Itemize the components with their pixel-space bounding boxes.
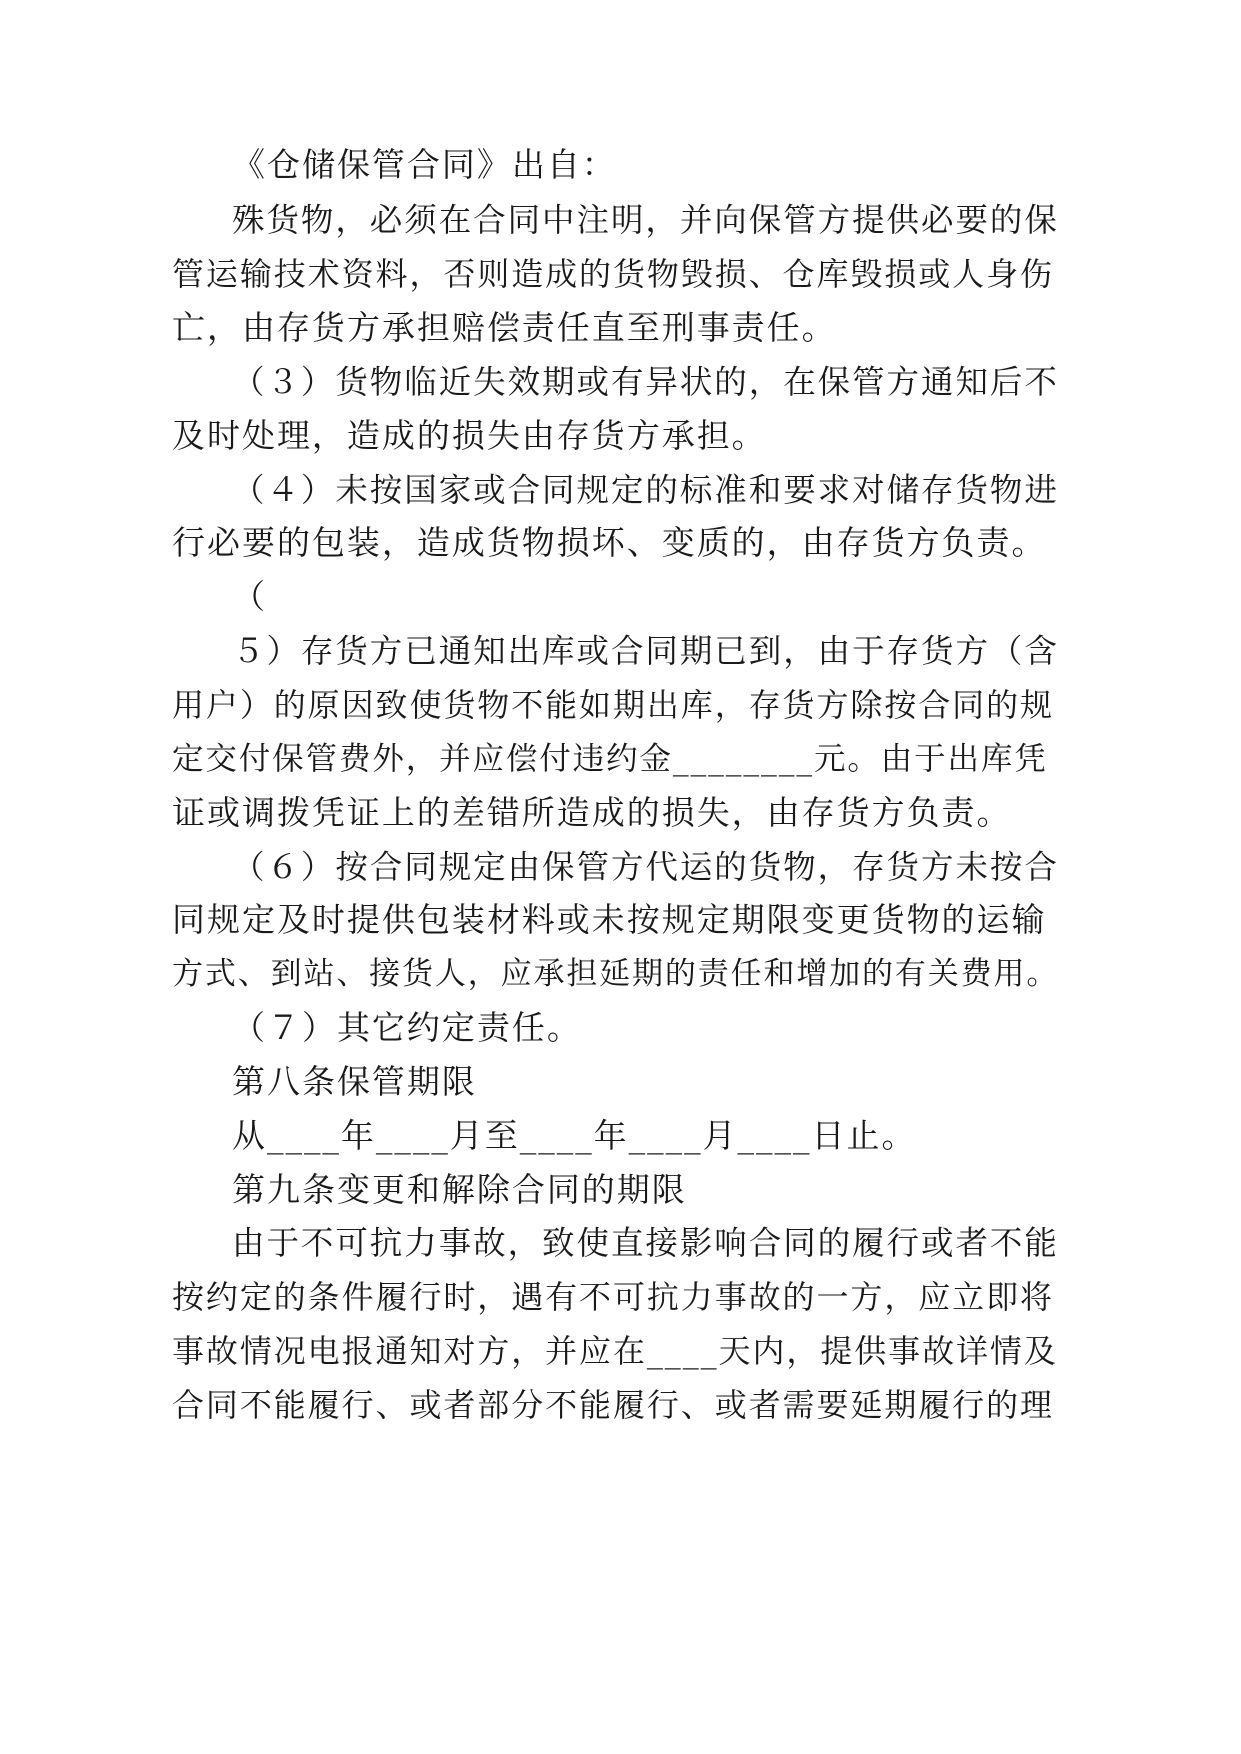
text-line: 亡，由存货方承担赔偿责任直至刑事责任。 (172, 308, 837, 347)
text-line: 从____年____月至____年____月____日止。 (232, 1116, 917, 1155)
text-line: （４）未按国家或合同规定的标准和要求对储存货物进 (232, 471, 1059, 509)
text-line: 由于不可抗力事故，致使直接影响合同的履行或者不能 (232, 1224, 1059, 1262)
text-line: 用户）的原因致使货物不能如期出库，存货方除按合同的规 (172, 686, 1054, 724)
text-line: （３）货物临近失效期或有异状的，在保管方通知后不 (232, 363, 1059, 401)
text-line: 及时处理，造成的损失由存货方承担。 (172, 416, 767, 455)
text-line: 同规定及时提供包装材料或未按规定期限变更货物的运输 (172, 900, 1047, 939)
text-line: 殊货物，必须在合同中注明，并向保管方提供必要的保 (232, 201, 1059, 239)
text-line: ５）存货方已通知出库或合同期已到，由于存货方（含 (232, 632, 1059, 670)
text-line: 证或调拨凭证上的差错所造成的损失，由存货方负责。 (172, 793, 1012, 832)
text-line: 方式、到站、接货人，应承担延期的责任和增加的有关费用。 (172, 956, 1060, 992)
text-line: 事故情况电报通知对方，并应在____天内，提供事故详情及 (172, 1332, 1058, 1370)
text-line: （６）按合同规定由保管方代运的货物，存货方未按合 (232, 848, 1059, 886)
text-line: 行必要的包装，造成货物损坏、变质的，由存货方负责。 (172, 523, 1047, 562)
section-heading: 第九条变更和解除合同的期限 (232, 1170, 687, 1209)
text-line: 《仓储保管合同》出自： (232, 145, 617, 184)
text-line: 合同不能履行、或者部分不能履行、或者需要延期履行的理 (172, 1386, 1054, 1424)
text-line: 按约定的条件履行时，遇有不可抗力事故的一方，应立即将 (172, 1278, 1054, 1316)
text-line: 定交付保管费外，并应偿付违约金________元。由于出库凭 (172, 741, 1048, 777)
text-line: 管运输技术资料，否则造成的货物毁损、仓库毁损或人身伤 (172, 255, 1054, 293)
section-heading: 第八条保管期限 (232, 1062, 477, 1101)
text-line: （７）其它约定责任。 (232, 1008, 582, 1047)
text-line: （ (232, 577, 267, 616)
